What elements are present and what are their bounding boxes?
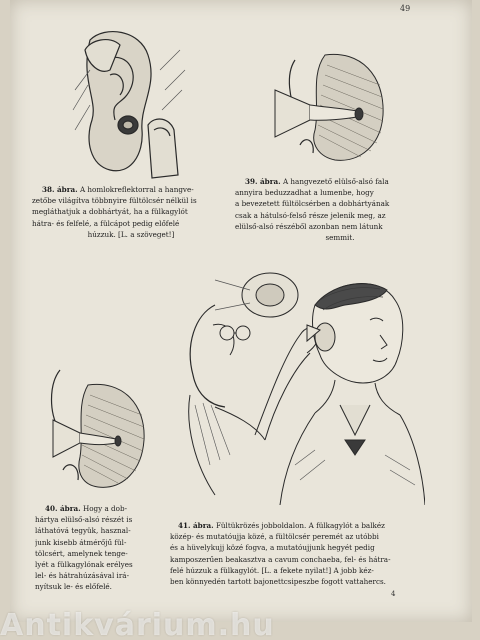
bottom-mark: 4 <box>391 590 396 598</box>
caption-line: megláthatjuk a dobhártyát, ha a fülkagylót <box>32 207 188 217</box>
figure-39-illustration <box>265 45 415 170</box>
caption-line: Hogy a dob- <box>82 504 128 513</box>
figure-39-label: 39. ábra. <box>245 177 281 186</box>
caption-line: láthatóvá tegyük, hasznal- <box>35 526 131 536</box>
figure-41-illustration <box>175 265 425 510</box>
figure-40-label: 40. ábra. <box>45 504 81 513</box>
caption-line: hátra- és felfelé, a fülcápot pedig előfelé <box>32 218 180 228</box>
caption-line: junk kisebb átmérőjű fül- <box>35 537 127 547</box>
caption-line: annyira beduzzadhat a lumenbe, hogy <box>235 188 374 198</box>
figure-41-caption <box>170 520 440 587</box>
caption-line: elülső-alsó részéből azonban nem látunk <box>235 221 383 231</box>
figure-39-caption <box>235 176 445 243</box>
caption-line: zetőbe világítva többnyire fültölcsér nélkül is <box>32 196 197 206</box>
figure-38-label: 38. ábra. <box>42 185 78 194</box>
caption-line: és a hüvelykujj közé fogva, a mutatóujjunk hegyét pedig <box>170 543 375 553</box>
caption-line: semmit. <box>325 233 355 243</box>
caption-line: A hangvezető elülső-alsó fala <box>282 177 389 186</box>
caption-line: ben könnyedén tartott bajonettcsipeszbe fogott vattahercs. <box>170 577 386 587</box>
caption-line: húzzuk. [L. a szöveget!] <box>87 229 175 239</box>
watermark: Antikvárium.hu <box>0 608 275 640</box>
figure-41-label: 41. ábra. <box>178 521 214 530</box>
caption-line: tölcsért, amelynek tenge- <box>35 548 128 558</box>
figure-38-illustration <box>70 30 190 180</box>
book-page <box>10 0 472 622</box>
caption-line: Fültükrözés jobboldalon. A fülkagylót a balkéz <box>215 521 385 530</box>
caption-line: felé húzzuk a fülkagylót. [L. a fekete nyilat!] A jobb kéz- <box>170 565 374 575</box>
caption-line: lyét a fülkagylónak erélyes <box>35 560 133 570</box>
figure-40-caption <box>35 503 173 593</box>
caption-line: kamposzerűen beakasztva a cavum conchaeba, fel- és hátra- <box>170 554 391 564</box>
page-number: 49 <box>400 4 411 13</box>
caption-line: hártya elülső-alsó részét is <box>35 515 133 525</box>
caption-line: csak a hátulsó-felső része jelenik meg, az <box>235 210 386 220</box>
caption-line: közép- és mutatóujja közé, a fültölcsér peremét az utóbbi <box>170 532 379 542</box>
caption-line: nyítsuk le- és előfelé. <box>35 582 112 592</box>
caption-line: lel- és hátrahúzásával irá- <box>35 571 129 581</box>
caption-line: A homlokreflektorral a hangve- <box>79 185 194 194</box>
caption-line: a bevezetett fültölcsérben a dobhártyának <box>235 199 390 209</box>
figure-40-illustration <box>38 365 153 495</box>
figure-38-caption <box>32 184 230 240</box>
